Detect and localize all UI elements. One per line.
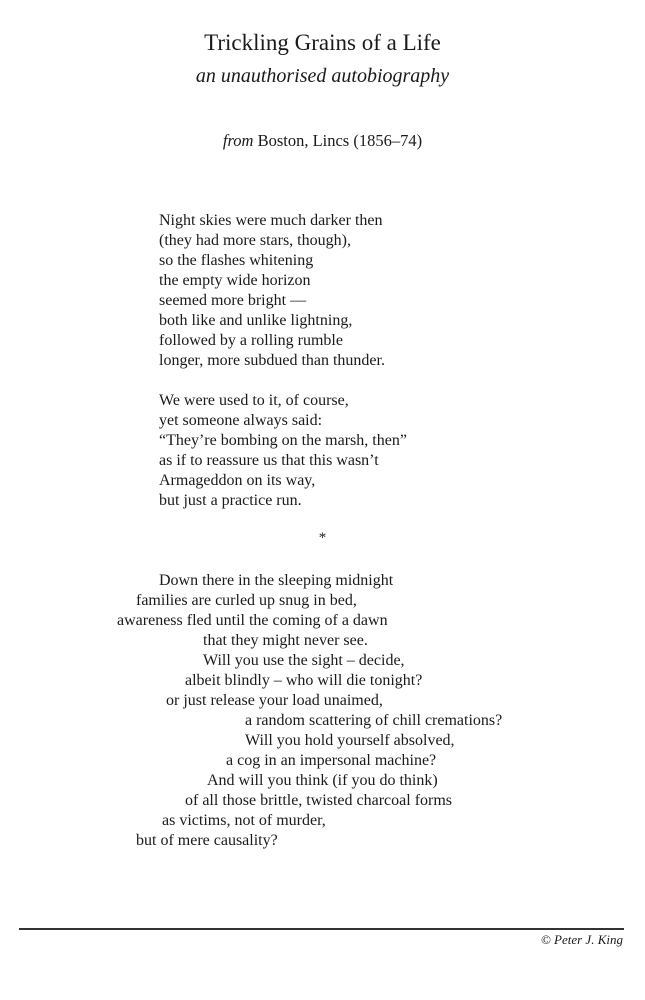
poem-line: Will you use the sight – decide, — [203, 652, 405, 669]
poem-line: “They’re bombing on the marsh, then” — [159, 432, 407, 449]
poem-line: families are curled up snug in bed, — [136, 592, 357, 609]
source-prefix: from — [222, 131, 254, 150]
copyright-notice: © Peter J. King — [540, 932, 623, 947]
poem-line: of all those brittle, twisted charcoal forms — [185, 792, 453, 809]
poem-line: And will you think (if you do think) — [207, 772, 438, 789]
poem-line: as if to reassure us that this wasn’t — [159, 452, 379, 469]
poem-line: that they might never see. — [203, 632, 368, 649]
poem-line: a random scattering of chill cremations? — [245, 712, 503, 729]
poem-line: seemed more bright — — [159, 292, 307, 309]
source-place: Boston, Lincs (1856–74) — [257, 131, 423, 150]
poem-line: but just a practice run. — [159, 492, 302, 509]
poem-line: the empty wide horizon — [159, 272, 311, 289]
poem-subtitle: an unauthorised autobiography — [195, 65, 450, 87]
poem-source — [0, 131, 645, 151]
poem-line: awareness fled until the coming of a dawn — [117, 612, 388, 629]
poem-line: Night skies were much darker then — [159, 212, 383, 229]
poem-line: Will you hold yourself absolved, — [245, 732, 455, 749]
poem-line: Armageddon on its way, — [159, 472, 316, 489]
poem-line: but of mere causality? — [136, 832, 278, 849]
poem-line: albeit blindly – who will die tonight? — [185, 672, 423, 689]
poem-line: a cog in an impersonal machine? — [226, 752, 437, 769]
poem-line: (they had more stars, though), — [159, 232, 351, 249]
poem-line: longer, more subdued than thunder. — [159, 352, 385, 369]
poem-line: as victims, not of murder, — [162, 812, 326, 829]
poem-line: We were used to it, of course, — [159, 392, 349, 409]
poem-line: followed by a rolling rumble — [159, 332, 343, 349]
poem-title: Trickling Grains of a Life — [204, 30, 441, 55]
footer-divider — [19, 928, 624, 930]
poem-line: so the flashes whitening — [159, 252, 314, 269]
section-separator: * — [318, 530, 327, 546]
poem-line: both like and unlike lightning, — [159, 312, 353, 329]
poem-line: yet someone always said: — [159, 412, 323, 429]
poem-line: Down there in the sleeping midnight — [159, 572, 394, 589]
poem-line: or just release your load unaimed, — [166, 692, 383, 709]
